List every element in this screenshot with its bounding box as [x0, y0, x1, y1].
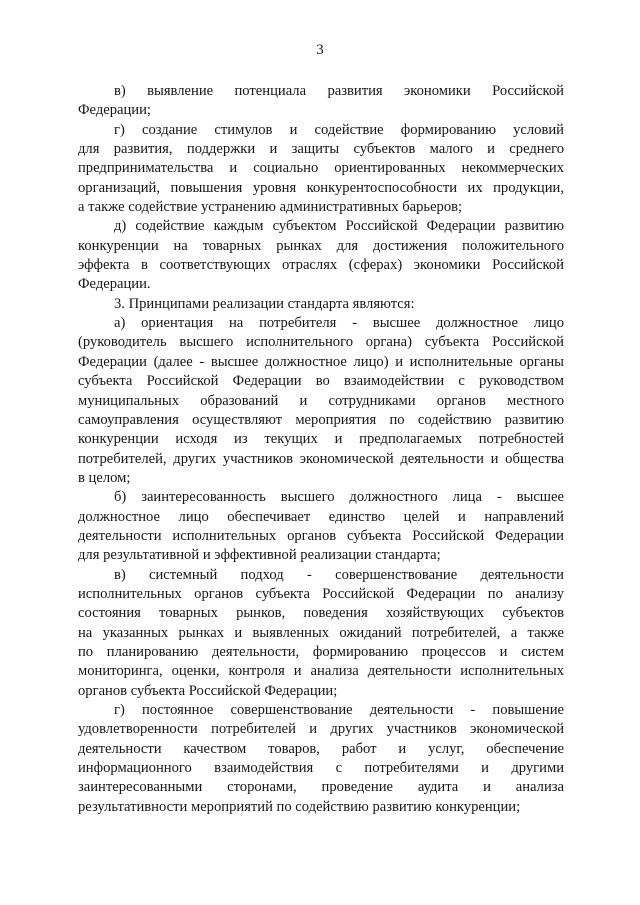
text-line: в) системный подход - совершенствование деятельности — [114, 566, 564, 583]
text-line: органов субъекта Российской Федерации; — [78, 682, 338, 699]
principle-a — [78, 314, 564, 488]
text-line: Федерации; — [78, 102, 151, 119]
page-number: 3 — [316, 42, 324, 58]
text-line: Федерации. — [78, 276, 151, 293]
text-line: самоуправления осуществляют мероприятия по содействию развитию — [78, 411, 564, 428]
text-line: конкуренции на товарных рынках для достижения положительного — [78, 237, 564, 254]
text-line: по планированию деятельности, формированию процессов и систем — [78, 643, 564, 660]
text-line: потребителей, других участников экономической деятельности и общества — [78, 450, 564, 467]
text-line: конкуренции исходя из текущих и предполагаемых потребностей — [78, 431, 564, 448]
text-line: заинтересованными сторонами, проведение аудита и анализа — [78, 779, 564, 796]
text-line: на указанных рынках и выявленных ожиданий потребителей, а также — [78, 624, 564, 641]
text-line: а также содействие устранению административных барьеров; — [78, 199, 463, 216]
text-line: б) заинтересованность высшего должностного лица - высшее — [114, 489, 564, 506]
text-line: в целом; — [78, 469, 131, 486]
text-line: эффекта в соответствующих отраслях (сферах) экономики Российской — [78, 257, 564, 274]
text-line: информационного взаимодействия с потребителями и другими — [78, 760, 564, 777]
text-line: удовлетворенности потребителей и других участников экономической — [78, 721, 564, 738]
text-line: в) выявление потенциала развития экономики Российской — [114, 83, 564, 99]
text-line: д) содействие каждым субъектом Российской Федерации развитию — [114, 218, 564, 235]
text-line: (руководитель высшего исполнительного органа) субъекта Российской — [78, 334, 564, 351]
text-line: г) создание стимулов и содействие формированию условий — [114, 121, 564, 138]
text-line: муниципальных образований и сотрудниками органов местного — [78, 392, 564, 409]
paragraph-item-v — [78, 82, 564, 121]
text-line: Федерации (далее - высшее должностное лицо) и исполнительные органы — [78, 353, 564, 370]
text-line: мониторинга, оценки, контроля и анализа деятельности исполнительных — [78, 663, 564, 680]
text-line: должностное лицо обеспечивает единство целей и направлений — [78, 508, 564, 525]
text-line: результативности мероприятий по содействию развитию конкуренции; — [78, 798, 521, 815]
text-line: состояния товарных рынков, поведения хозяйствующих субъектов — [78, 605, 564, 622]
section-heading-3 — [78, 295, 564, 314]
text-line: деятельности исполнительных органов субъекта Российской Федерации — [78, 527, 564, 544]
text-line: для результативной и эффективной реализации стандарта; — [78, 547, 441, 564]
principle-v — [78, 566, 564, 701]
text-line: 3. Принципами реализации стандарта являются: — [114, 295, 415, 312]
text-line: г) постоянное совершенствование деятельности - повышение — [114, 702, 564, 718]
paragraph-item-g — [78, 121, 564, 218]
document-body — [78, 82, 564, 817]
text-line: предпринимательства и социально ориентированных некоммерческих — [78, 160, 564, 177]
text-line: организаций, повышения уровня конкурентоспособности их продукции, — [78, 179, 564, 196]
text-line: для развития, поддержки и защиты субъектов малого и среднего — [78, 141, 564, 158]
text-line: исполнительных органов субъекта Российской Федерации по анализу — [78, 585, 564, 602]
paragraph-item-d — [78, 217, 564, 294]
principle-g — [78, 701, 564, 817]
principle-b — [78, 488, 564, 565]
text-line: а) ориентация на потребителя - высшее должностное лицо — [114, 315, 564, 332]
text-line: субъекта Российской Федерации во взаимодействии с руководством — [78, 373, 564, 390]
text-line: деятельности качеством товаров, работ и услуг, обеспечение — [78, 740, 564, 757]
